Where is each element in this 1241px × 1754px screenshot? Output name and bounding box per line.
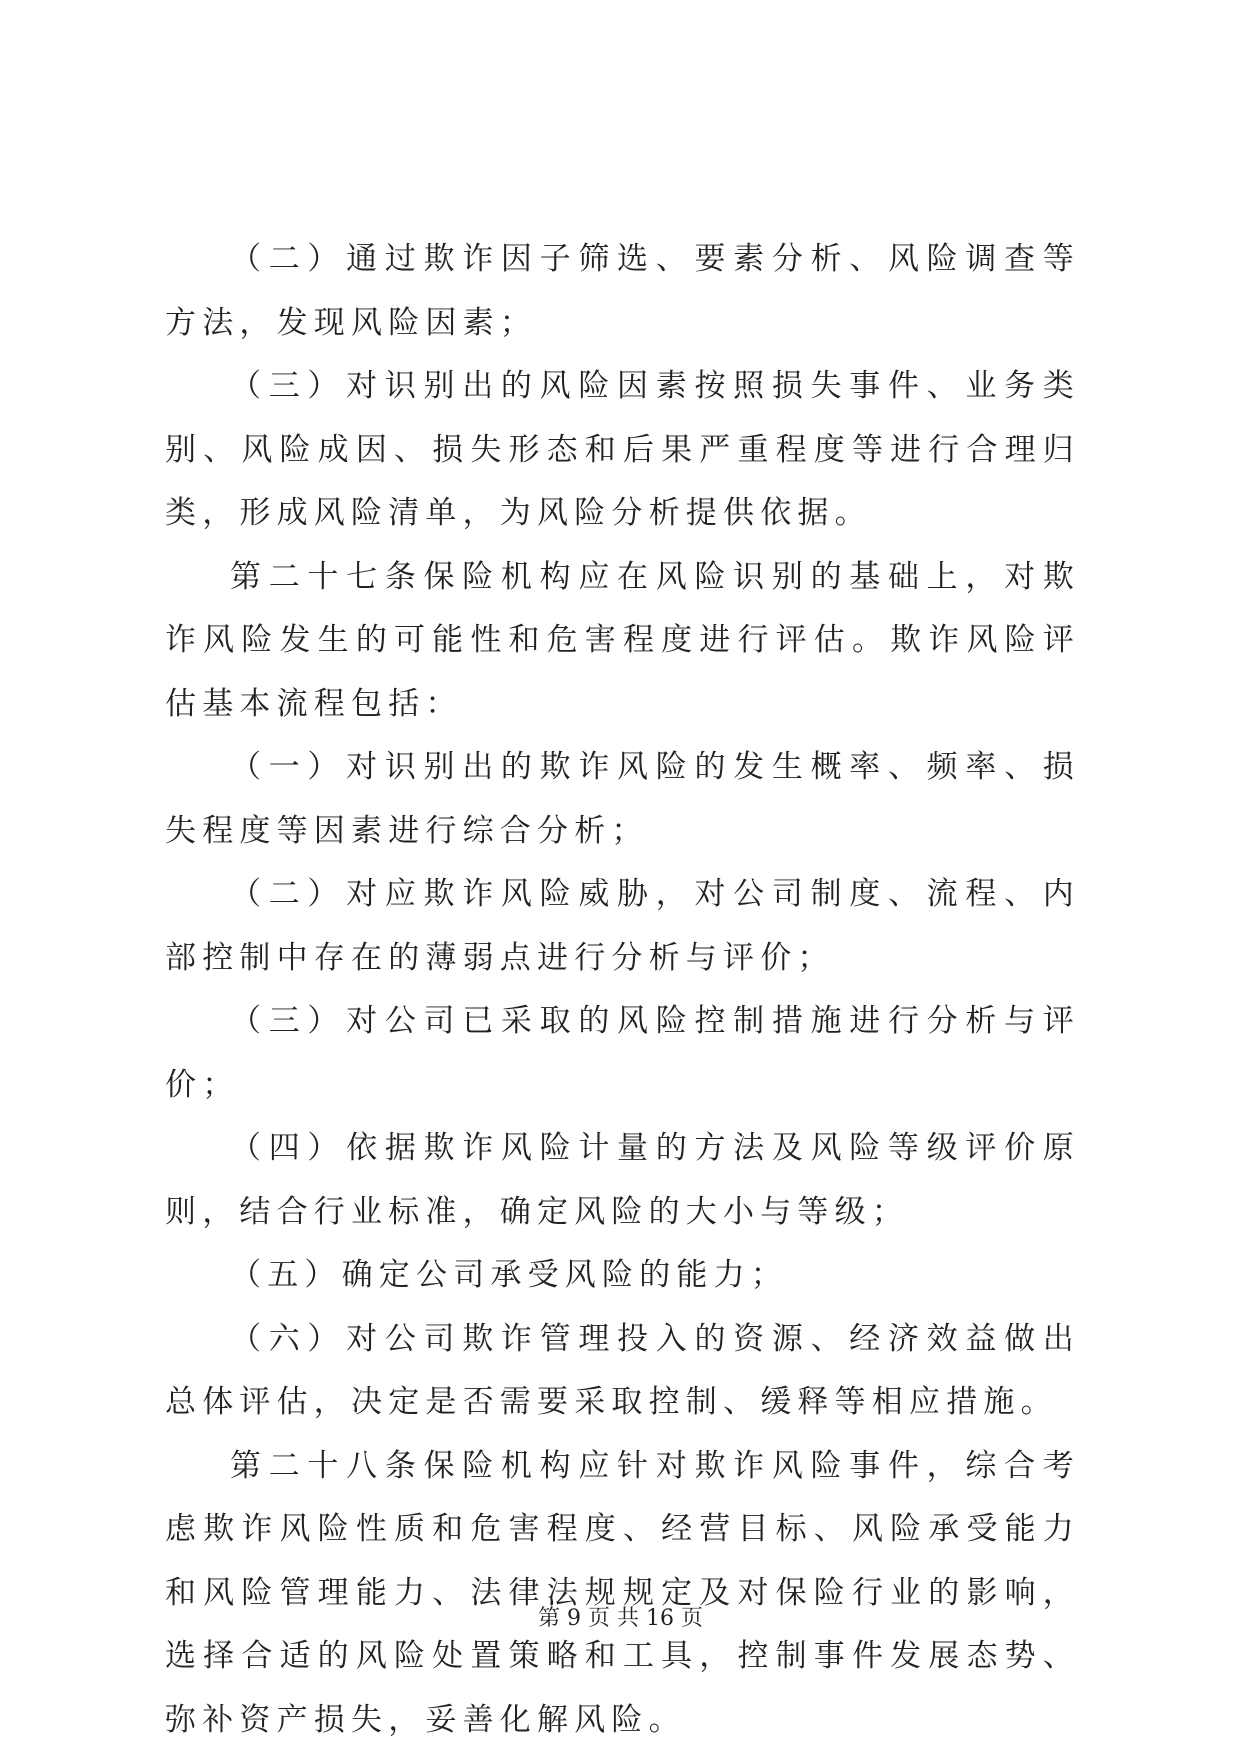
paragraph-27-1: （一）对识别出的欺诈风险的发生概率、频率、损失程度等因素进行综合分析； [165,749,1080,849]
article-28: 第二十八条保险机构应针对欺诈风险事件，综合考虑欺诈风险性质和危害程度、经营目标、风险承受能力和风险管理能力、法律法规规定及对保险行业的影响，选择合适的风险处置策略和工具，控制事件发展态势、弥补资产损失，妥善化解风险。 [165,1447,1080,1738]
article-27: 第二十七条保险机构应在风险识别的基础上，对欺诈风险发生的可能性和危害程度进行评估。欺诈风险评估基本流程包括： [165,558,1080,722]
paragraph-2-2: （二）通过欺诈因子筛选、要素分析、风险调查等方法，发现风险因素； [165,241,1080,341]
paragraph-27-2: （二）对应欺诈风险威胁，对公司制度、流程、内部控制中存在的薄弱点进行分析与评价； [165,876,1080,976]
page-number-footer: 第 9 页 共 16 页 [538,1606,703,1631]
paragraph-27-6: （六）对公司欺诈管理投入的资源、经济效益做出总体评估，决定是否需要采取控制、缓释等相应措施。 [165,1320,1080,1420]
document-body [165,228,1080,1752]
paragraph-27-4: （四）依据欺诈风险计量的方法及风险等级评价原则，结合行业标准，确定风险的大小与等级； [165,1130,1080,1230]
paragraph-2-3: （三）对识别出的风险因素按照损失事件、业务类别、风险成因、损失形态和后果严重程度等进行合理归类，形成风险清单，为风险分析提供依据。 [165,368,1080,531]
paragraph-27-3: （三）对公司已采取的风险控制措施进行分析与评价； [165,1003,1080,1103]
paragraph-27-5: （五）确定公司承受风险的能力； [230,1257,788,1293]
